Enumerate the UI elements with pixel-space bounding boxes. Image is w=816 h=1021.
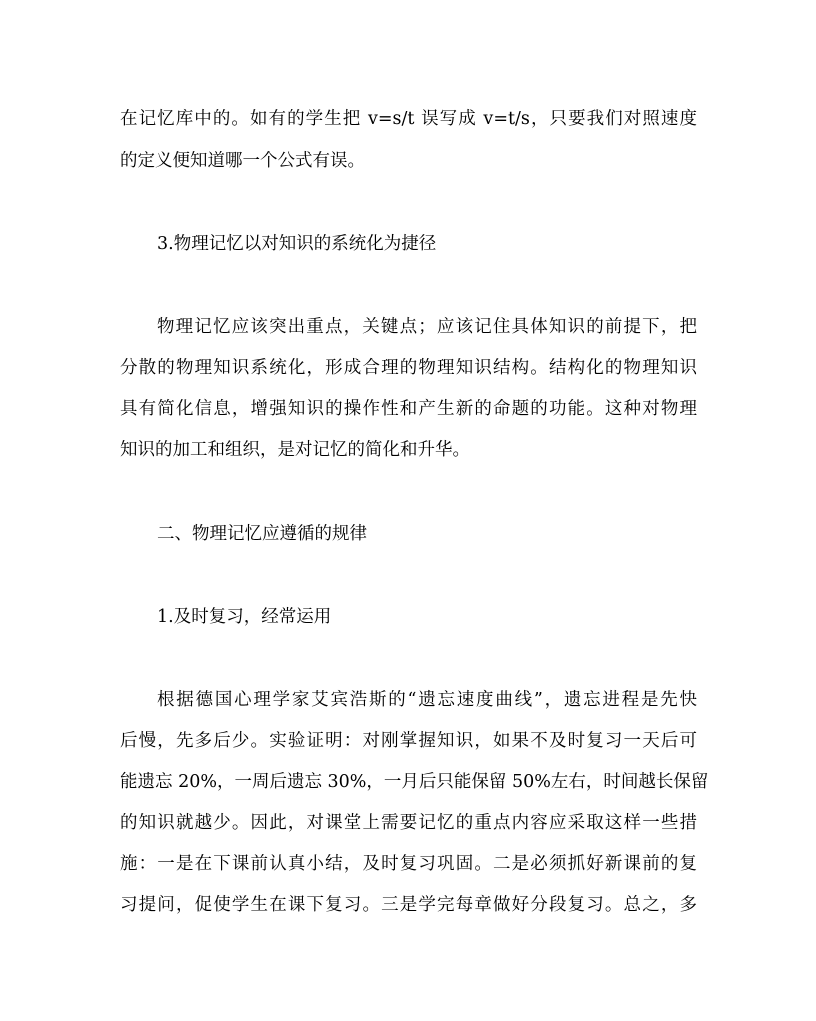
paragraph-line: 根据德国心理学家艾宾浩斯的“遗忘速度曲线”，遗忘进程是先快 [157,690,697,710]
paragraph-line: 施：一是在下课前认真小结，及时复习巩固。二是必须抓好新课前的复 [120,854,697,874]
paragraph-line: 的知识就越少。因此，对课堂上需要记忆的重点内容应采取这样一些措 [120,813,697,833]
paragraph-line: 在记忆库中的。如有的学生把 v=s/t 误写成 v=t/s，只要我们对照速度 [120,109,697,129]
paragraph-line: 能遗忘 20%，一周后遗忘 30%，一月后只能保留 50%左右，时间越长保留 [120,772,709,792]
subsection-heading: 1.及时复习，经常运用 [157,607,332,627]
paragraph-line: 习提问，促使学生在课下复习。三是学完每章做好分段复习。总之，多 [120,895,697,915]
paragraph-line: 具有简化信息，增强知识的操作性和产生新的命题的功能。这种对物理 [120,399,697,419]
paragraph-line: 物理记忆应该突出重点，关键点；应该记住具体知识的前提下，把 [157,317,697,337]
paragraph-line: 的定义便知道哪一个公式有误。 [120,151,365,171]
section-heading: 3.物理记忆以对知识的系统化为捷径 [157,234,437,254]
paragraph-line: 分散的物理知识系统化，形成合理的物理知识结构。结构化的物理知识 [120,358,697,378]
section-heading: 二、物理记忆应遵循的规律 [157,524,367,544]
paragraph-line: 后慢，先多后少。实验证明：对刚掌握知识，如果不及时复习一天后可 [120,731,697,751]
paragraph-line: 知识的加工和组织，是对记忆的简化和升华。 [120,440,470,460]
